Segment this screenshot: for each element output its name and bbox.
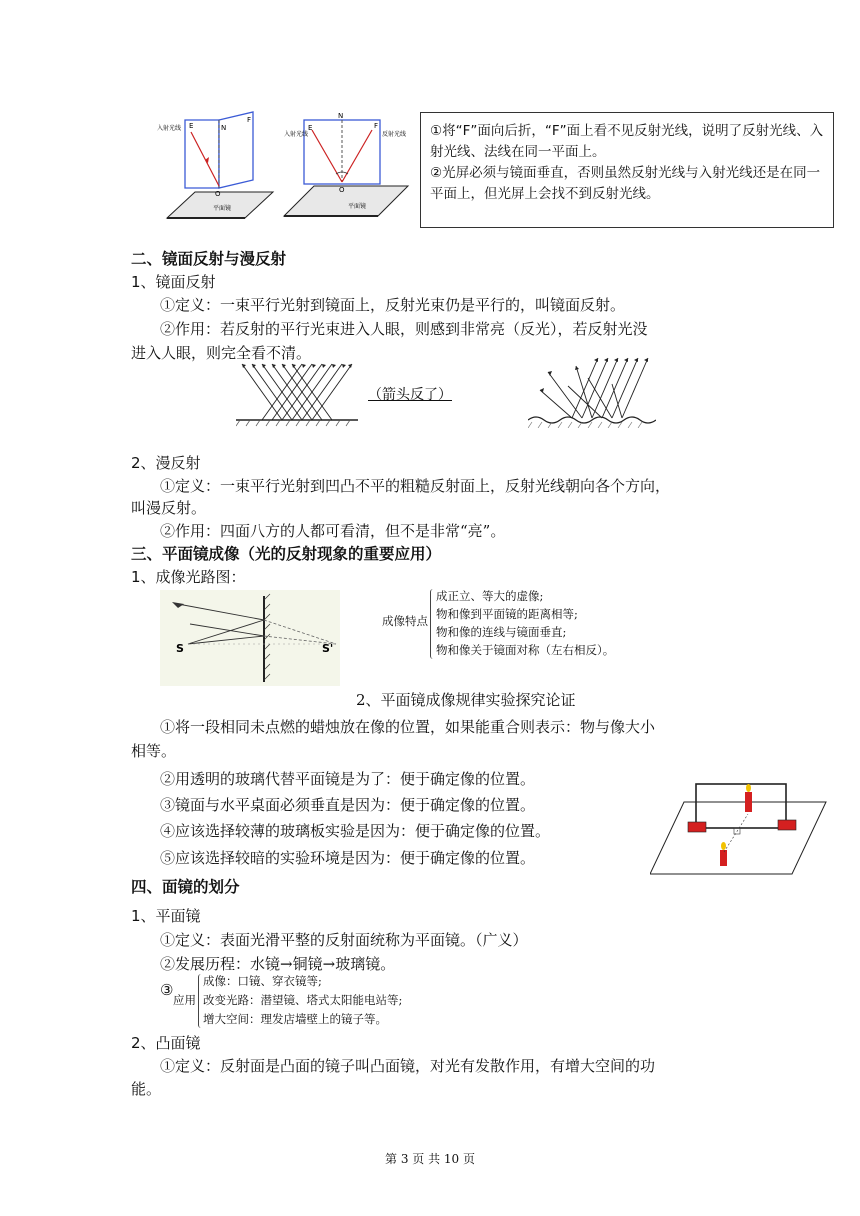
candle-experiment-figure bbox=[650, 770, 828, 876]
feature-1: 成正立、等大的虚像; bbox=[436, 589, 544, 603]
arrow-icon: → bbox=[280, 955, 293, 973]
sec4-definition: ①定义：表面光滑平整的反射面统称为平面镜。（广义） bbox=[160, 931, 528, 949]
feature-3: 物和像的连线与镜面垂直; bbox=[436, 625, 567, 639]
application-3: 增大空间：理发店墙壁上的镜子等。 bbox=[203, 1012, 387, 1026]
sec4-sub-1: 1、平面镜 bbox=[131, 907, 201, 925]
object-s-label: S bbox=[176, 642, 184, 655]
sec2-sub-1: 1、镜面反射 bbox=[131, 273, 216, 291]
application-1: 成像：口镜、穿衣镜等; bbox=[203, 974, 322, 988]
sec3-point-3: ③镜面与水平桌面必须垂直是因为：便于确定像的位置。 bbox=[160, 796, 536, 814]
image-s-prime-label: S' bbox=[322, 642, 334, 655]
plane-mirror-ray-diagram bbox=[160, 590, 340, 686]
reflection-note-box bbox=[420, 112, 834, 228]
sec2-usage-2: ②作用：四面八方的人都可看清，但不是非常“亮”。 bbox=[160, 522, 506, 540]
sec3-sub-2: 2、平面镜成像规律实验探究论证 bbox=[356, 691, 576, 709]
arrow-icon: → bbox=[322, 955, 336, 973]
sec3-sub-1: 1、成像光路图： bbox=[131, 568, 246, 586]
application-2: 改变光路：潜望镜、塔式太阳能电站等; bbox=[203, 993, 403, 1007]
feature-4: 物和像关于镜面对称（左右相反）。 bbox=[436, 643, 615, 657]
sec4-sub-2: 2、凸面镜 bbox=[131, 1034, 201, 1052]
svg-text:O: O bbox=[339, 186, 345, 194]
convex-definition-a: ①定义：反射面是凸面的镜子叫凸面镜，对光有发散作用，有增大空间的功 bbox=[160, 1057, 656, 1075]
sec2-usage-b: 进入人眼，则完全看不清。 bbox=[131, 344, 312, 362]
sec3-point-1a: ①将一段相同未点燃的蜡烛放在像的位置，如果能重合则表示：物与像大小 bbox=[160, 718, 656, 736]
sec3-point-4: ④应该选择较薄的玻璃板实验是因为：便于确定像的位置。 bbox=[160, 822, 551, 840]
svg-text:反射光线: 反射光线 bbox=[382, 131, 407, 138]
convex-definition-b: 能。 bbox=[131, 1080, 162, 1098]
sec2-definition-2a: ①定义：一束平行光射到凹凸不平的粗糙反射面上，反射光线朝向各个方向， bbox=[160, 477, 671, 495]
sec3-point-2: ②用透明的玻璃代替平面镜是为了：便于确定像的位置。 bbox=[160, 770, 536, 788]
section-2-heading: 二、镜面反射与漫反射 bbox=[131, 250, 287, 268]
section-4-heading: 四、面镜的划分 bbox=[131, 878, 240, 896]
note-line-2: ②光屏必须与镜面垂直，否则虽然反射光线与入射光线还是在同一平面上，但光屏上会找不到反射光线。 bbox=[430, 165, 821, 202]
svg-text:N: N bbox=[338, 112, 344, 120]
note-line-1: ①将“F”面向后折，“F”面上看不见反射光线，说明了反射光线、入射光线、法线在同一平面上。 bbox=[430, 123, 824, 160]
svg-text:E: E bbox=[308, 124, 313, 132]
page-footer: 第 3 页 共 10 页 bbox=[385, 1152, 475, 1166]
svg-text:O: O bbox=[215, 190, 221, 198]
svg-text:平面镜: 平面镜 bbox=[213, 205, 232, 212]
sec2-usage-a: ②作用：若反射的平行光束进入人眼，则感到非常亮（反光），若反射光没 bbox=[160, 320, 648, 338]
feature-2: 物和像到平面镜的距离相等; bbox=[436, 607, 578, 621]
sec2-definition: ①定义：一束平行光射到镜面上，反射光束仍是平行的，叫镜面反射。 bbox=[160, 296, 626, 314]
svg-text:平面镜: 平面镜 bbox=[348, 203, 367, 210]
diffuse-reflection-figure bbox=[528, 348, 656, 428]
svg-text:F: F bbox=[374, 122, 379, 130]
sec3-point-5: ⑤应该选择较暗的实验环境是因为：便于确定像的位置。 bbox=[160, 849, 536, 867]
svg-text:入射光线: 入射光线 bbox=[284, 131, 309, 138]
reflection-board-figure-2 bbox=[280, 108, 410, 222]
feature-label: 成像特点 bbox=[382, 614, 428, 628]
section-3-heading: 三、平面镜成像（光的反射现象的重要应用） bbox=[131, 545, 442, 563]
svg-text:F: F bbox=[247, 116, 252, 124]
sec3-point-1b: 相等。 bbox=[131, 742, 177, 760]
application-number: ③ bbox=[160, 981, 174, 999]
svg-text:E: E bbox=[189, 122, 194, 130]
sec2-sub-2: 2、漫反射 bbox=[131, 454, 201, 472]
sec2-definition-2b: 叫漫反射。 bbox=[131, 499, 207, 517]
arrow-note: （箭头反了） bbox=[368, 387, 452, 403]
sec4-history: ②发展历程：水镜→铜镜→玻璃镜。 bbox=[160, 955, 396, 973]
reflection-board-figure-1 bbox=[155, 108, 275, 226]
fig1-incident-label: 入射光线 bbox=[157, 125, 182, 132]
specular-reflection-figure bbox=[236, 356, 358, 430]
svg-text:N: N bbox=[221, 124, 227, 132]
application-label: 应用 bbox=[173, 993, 196, 1007]
